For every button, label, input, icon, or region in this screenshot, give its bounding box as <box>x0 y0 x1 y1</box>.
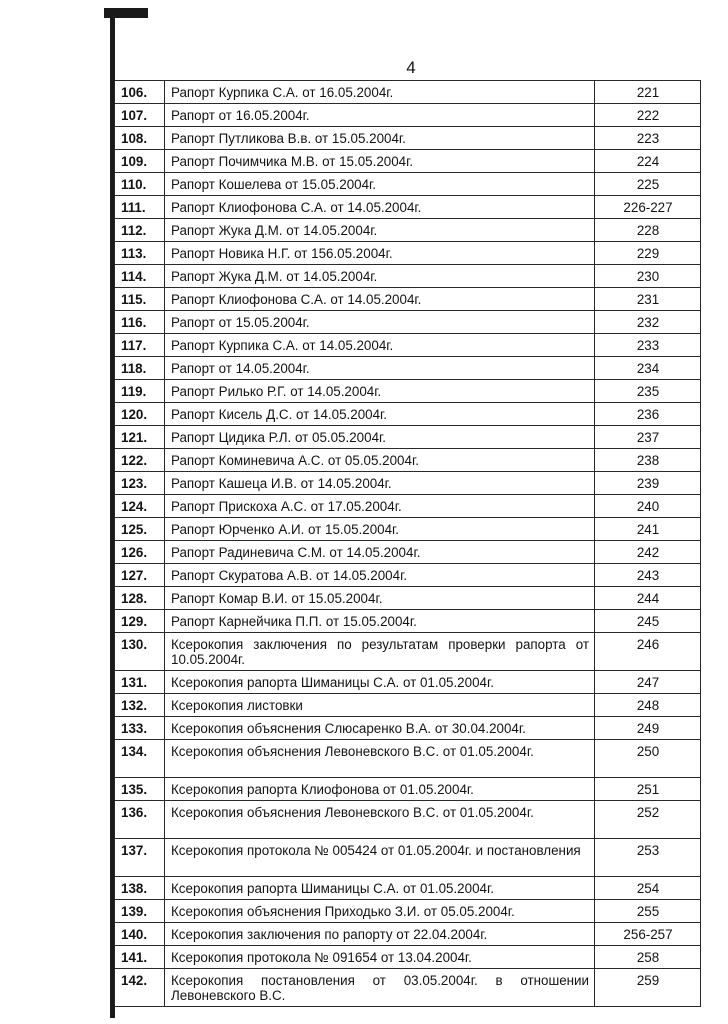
table-row <box>115 923 701 946</box>
sheet-number: 232 <box>595 311 701 334</box>
sheet-number: 251 <box>595 778 701 801</box>
document-description: Рапорт Жука Д.М. от 14.05.2004г. <box>165 265 595 288</box>
table-row <box>115 150 701 173</box>
row-number: 129. <box>115 610 165 633</box>
row-number: 140. <box>115 923 165 946</box>
table-row <box>115 839 701 877</box>
table-row <box>115 610 701 633</box>
document-description: Рапорт Курпика С.А. от 16.05.2004г. <box>165 81 595 104</box>
table-row <box>115 81 701 104</box>
sheet-number: 239 <box>595 472 701 495</box>
sheet-number: 258 <box>595 946 701 969</box>
table-row <box>115 587 701 610</box>
row-number: 108. <box>115 127 165 150</box>
sheet-number: 255 <box>595 900 701 923</box>
table-row <box>115 633 701 671</box>
table-row <box>115 541 701 564</box>
sheet-number: 225 <box>595 173 701 196</box>
sheet-number: 228 <box>595 219 701 242</box>
sheet-number: 242 <box>595 541 701 564</box>
table-row <box>115 104 701 127</box>
table-row <box>115 564 701 587</box>
document-description: Рапорт Кошелева от 15.05.2004г. <box>165 173 595 196</box>
table-row <box>115 403 701 426</box>
document-description: Рапорт Карнейчика П.П. от 15.05.2004г. <box>165 610 595 633</box>
sheet-number: 235 <box>595 380 701 403</box>
table-row <box>115 946 701 969</box>
row-number: 114. <box>115 265 165 288</box>
sheet-number: 226-227 <box>595 196 701 219</box>
document-description: Ксерокопия протокола № 091654 от 13.04.2004г. <box>165 946 595 969</box>
row-number: 141. <box>115 946 165 969</box>
document-description: Рапорт Скуратова А.В. от 14.05.2004г. <box>165 564 595 587</box>
document-description: Рапорт Жука Д.М. от 14.05.2004г. <box>165 219 595 242</box>
page-number: 4 <box>406 58 416 77</box>
document-description: Ксерокопия рапорта Шиманицы С.А. от 01.05.2004г. <box>165 877 595 900</box>
sheet-number: 237 <box>595 426 701 449</box>
sheet-number: 254 <box>595 877 701 900</box>
table-row <box>115 173 701 196</box>
row-number: 116. <box>115 311 165 334</box>
document-description: Рапорт Путликова В.в. от 15.05.2004г. <box>165 127 595 150</box>
table-row <box>115 495 701 518</box>
row-number: 107. <box>115 104 165 127</box>
sheet-number: 259 <box>595 969 701 1007</box>
inventory-rows <box>115 81 701 1007</box>
row-number: 138. <box>115 877 165 900</box>
row-number: 131. <box>115 671 165 694</box>
sheet-number: 230 <box>595 265 701 288</box>
row-number: 118. <box>115 357 165 380</box>
sheet-number: 224 <box>595 150 701 173</box>
row-number: 137. <box>115 839 165 877</box>
sheet-number: 238 <box>595 449 701 472</box>
table-row <box>115 778 701 801</box>
sheet-number: 240 <box>595 495 701 518</box>
sheet-number: 246 <box>595 633 701 671</box>
row-number: 115. <box>115 288 165 311</box>
row-number: 121. <box>115 426 165 449</box>
document-description: Рапорт Коминевича А.С. от 05.05.2004г. <box>165 449 595 472</box>
sheet-number: 236 <box>595 403 701 426</box>
document-description: Рапорт Прискоха А.С. от 17.05.2004г. <box>165 495 595 518</box>
row-number: 126. <box>115 541 165 564</box>
document-description: Рапорт Почимчика М.В. от 15.05.2004г. <box>165 150 595 173</box>
sheet-number: 231 <box>595 288 701 311</box>
sheet-number: 250 <box>595 740 701 778</box>
table-row <box>115 740 701 778</box>
table-row <box>115 334 701 357</box>
table-row <box>115 426 701 449</box>
sheet-number: 241 <box>595 518 701 541</box>
document-description: Рапорт Радиневича С.М. от 14.05.2004г. <box>165 541 595 564</box>
document-description: Ксерокопия объяснения Приходько З.И. от 05.05.2004г. <box>165 900 595 923</box>
sheet-number: 245 <box>595 610 701 633</box>
row-number: 132. <box>115 694 165 717</box>
row-number: 127. <box>115 564 165 587</box>
document-description: Ксерокопия объяснения Слюсаренко В.А. от 30.04.2004г. <box>165 717 595 740</box>
row-number: 110. <box>115 173 165 196</box>
row-number: 117. <box>115 334 165 357</box>
sheet-number: 222 <box>595 104 701 127</box>
row-number: 112. <box>115 219 165 242</box>
document-description: Ксерокопия протокола № 005424 от 01.05.2004г. и постановления <box>165 839 595 877</box>
document-description: Рапорт Юрченко А.И. от 15.05.2004г. <box>165 518 595 541</box>
table-row <box>115 472 701 495</box>
table-row <box>115 380 701 403</box>
document-description: Ксерокопия рапорта Шиманицы С.А. от 01.05.2004г. <box>165 671 595 694</box>
document-description: Рапорт Клиофонова С.А. от 14.05.2004г. <box>165 288 595 311</box>
document-description: Рапорт Клиофонова С.А. от 14.05.2004г. <box>165 196 595 219</box>
table-row <box>115 265 701 288</box>
table-row <box>115 127 701 150</box>
row-number: 136. <box>115 801 165 839</box>
table-row <box>115 969 701 1007</box>
document-description: Ксерокопия объяснения Левоневского В.С. от 01.05.2004г. <box>165 740 595 778</box>
document-inventory-table <box>114 80 701 1007</box>
row-number: 130. <box>115 633 165 671</box>
row-number: 133. <box>115 717 165 740</box>
row-number: 124. <box>115 495 165 518</box>
sheet-number: 233 <box>595 334 701 357</box>
row-number: 120. <box>115 403 165 426</box>
table-row <box>115 219 701 242</box>
table-row <box>115 717 701 740</box>
sheet-number: 252 <box>595 801 701 839</box>
document-description: Рапорт от 16.05.2004г. <box>165 104 595 127</box>
table-row <box>115 288 701 311</box>
document-description: Рапорт от 14.05.2004г. <box>165 357 595 380</box>
document-description: Ксерокопия листовки <box>165 694 595 717</box>
row-number: 122. <box>115 449 165 472</box>
sheet-number: 244 <box>595 587 701 610</box>
row-number: 135. <box>115 778 165 801</box>
document-description: Рапорт Кисель Д.С. от 14.05.2004г. <box>165 403 595 426</box>
document-description: Рапорт Цидика Р.Л. от 05.05.2004г. <box>165 426 595 449</box>
sheet-number: 253 <box>595 839 701 877</box>
row-number: 119. <box>115 380 165 403</box>
document-description: Ксерокопия заключения по результатам проверки рапорта от 10.05.2004г. <box>165 633 595 671</box>
row-number: 139. <box>115 900 165 923</box>
document-description: Рапорт Новика Н.Г. от 156.05.2004г. <box>165 242 595 265</box>
table-row <box>115 900 701 923</box>
table-row <box>115 694 701 717</box>
table-row <box>115 877 701 900</box>
table-row <box>115 801 701 839</box>
table-row <box>115 449 701 472</box>
sheet-number: 223 <box>595 127 701 150</box>
document-description: Ксерокопия заключения по рапорту от 22.04.2004г. <box>165 923 595 946</box>
sheet-number: 248 <box>595 694 701 717</box>
row-number: 142. <box>115 969 165 1007</box>
sheet-number: 256-257 <box>595 923 701 946</box>
row-number: 113. <box>115 242 165 265</box>
row-number: 134. <box>115 740 165 778</box>
sheet-number: 247 <box>595 671 701 694</box>
table-row <box>115 311 701 334</box>
row-number: 125. <box>115 518 165 541</box>
document-description: Рапорт Курпика С.А. от 14.05.2004г. <box>165 334 595 357</box>
table-row <box>115 242 701 265</box>
row-number: 109. <box>115 150 165 173</box>
sheet-number: 249 <box>595 717 701 740</box>
row-number: 123. <box>115 472 165 495</box>
document-description: Ксерокопия рапорта Клиофонова от 01.05.2004г. <box>165 778 595 801</box>
table-row <box>115 357 701 380</box>
document-description: Ксерокопия объяснения Левоневского В.С. от 01.05.2004г. <box>165 801 595 839</box>
sheet-number: 229 <box>595 242 701 265</box>
row-number: 111. <box>115 196 165 219</box>
document-description: Рапорт от 15.05.2004г. <box>165 311 595 334</box>
document-description: Рапорт Рилько Р.Г. от 14.05.2004г. <box>165 380 595 403</box>
table-row <box>115 671 701 694</box>
document-description: Рапорт Кашеца И.В. от 14.05.2004г. <box>165 472 595 495</box>
document-description: Ксерокопия постановления от 03.05.2004г. в отношении Левоневского В.С. <box>165 969 595 1007</box>
document-description: Рапорт Комар В.И. от 15.05.2004г. <box>165 587 595 610</box>
sheet-number: 234 <box>595 357 701 380</box>
row-number: 128. <box>115 587 165 610</box>
table-row <box>115 518 701 541</box>
sheet-number: 221 <box>595 81 701 104</box>
sheet-number: 243 <box>595 564 701 587</box>
table-row <box>115 196 701 219</box>
row-number: 106. <box>115 81 165 104</box>
